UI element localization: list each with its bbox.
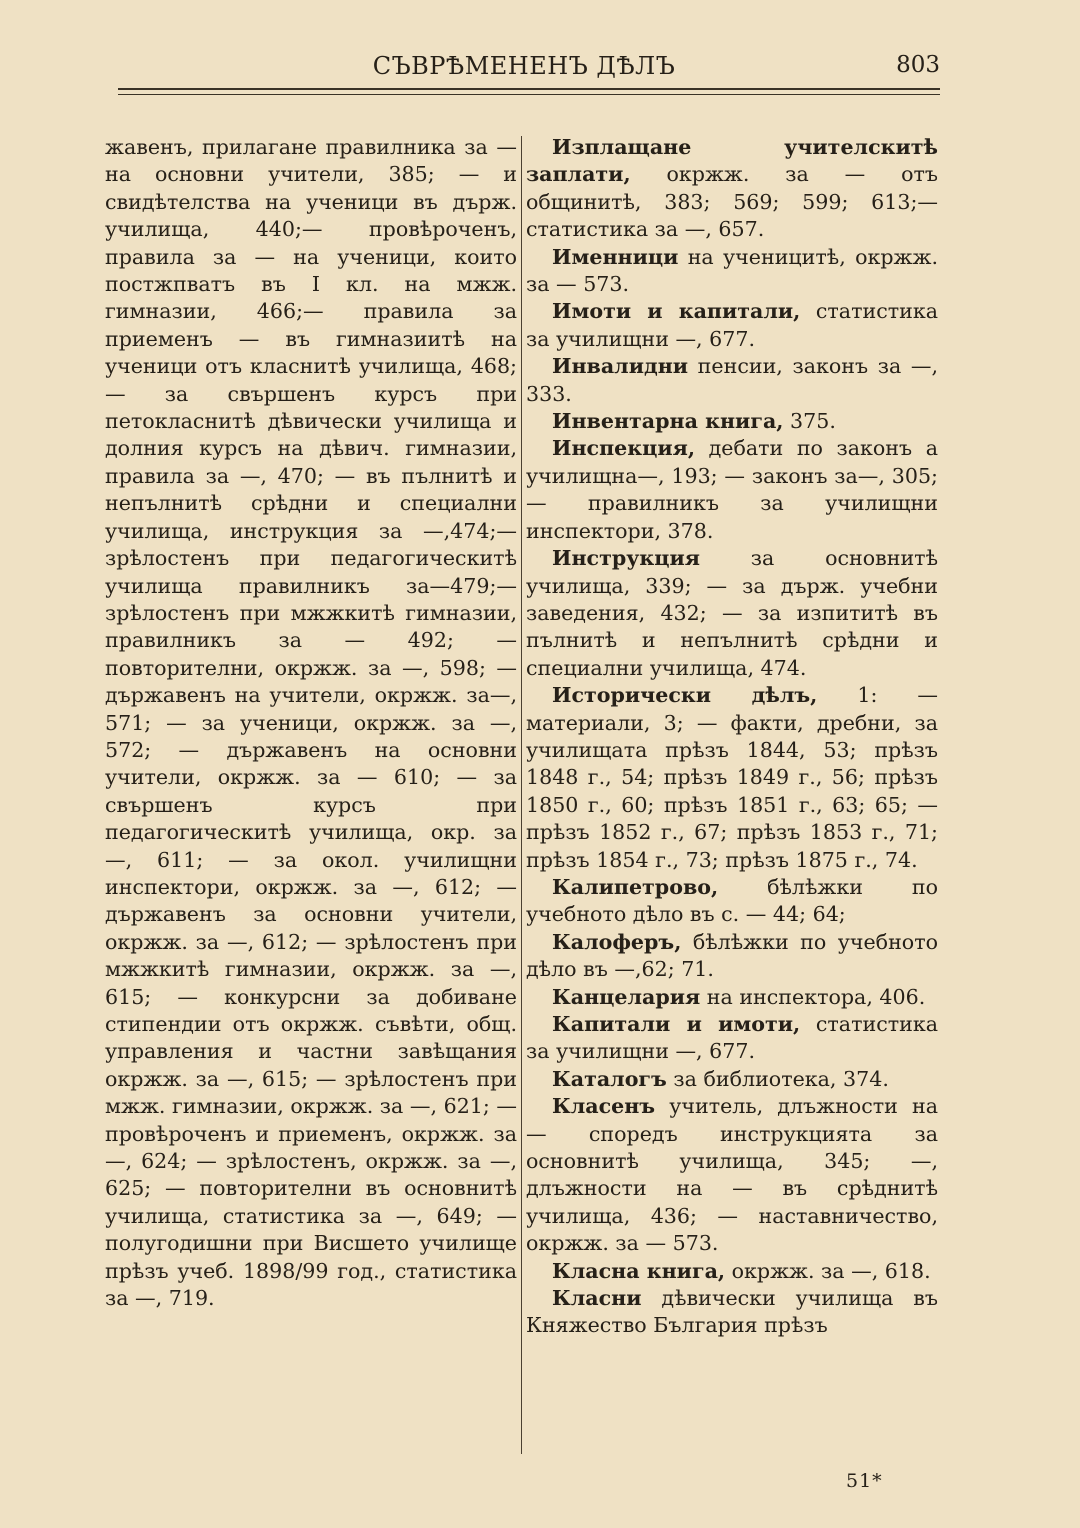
entry-term: Капитали и имоти, (552, 1012, 801, 1036)
entry-text: окржж. за —, 618. (725, 1258, 931, 1283)
entry-term: Класни (552, 1286, 642, 1311)
entry-text: бѣлѣжки по учебното дѣло въ —,62; 71. (526, 929, 938, 982)
column-divider (521, 136, 522, 1454)
entry-term: Каталогъ (552, 1066, 667, 1091)
index-entry (526, 408, 938, 435)
entry-text: дебати по законъ а училищна—, 193; — законъ за—, 305; — правилникъ за училищни инспектори, 378. (526, 436, 938, 543)
index-entry (526, 1258, 938, 1285)
entry-text: окржж. за — отъ общинитѣ, 383; 569; 599; 613;—статистика за —, 657. (526, 162, 938, 242)
left-column (105, 134, 517, 1312)
entry-text: на инспектора, 406. (700, 984, 926, 1009)
entry-term: Имоти и капитали, (552, 299, 801, 324)
entry-term: Инструкция (552, 546, 700, 571)
entry-term: Канцелария (552, 984, 701, 1009)
entry-term: Инвентарна книга, (552, 409, 784, 434)
entry-term: Класна книга, (552, 1258, 726, 1283)
entry-text: на ученицитѣ, окржж. за — 573. (526, 244, 938, 297)
right-column (526, 134, 938, 1340)
signature-mark: 51* (846, 1470, 883, 1492)
header-rule (118, 88, 940, 90)
entry-text: пенсии, законъ за —, 333. (526, 354, 938, 406)
entry-term: Калоферъ, (552, 929, 682, 954)
index-entry (526, 545, 938, 682)
index-entry (526, 984, 938, 1011)
index-entry (526, 1066, 938, 1093)
header-rule-thin (118, 94, 940, 95)
entry-text: 1: — материали, 3; — факти, дребни, за училищата прѣзъ 1844, 53; прѣзъ 1848 г., 54; прѣзъ 1849 г., 56; прѣзъ 1850 г., 60; прѣзъ 1851 г., 63; 65; — прѣзъ 1852 г., 67; прѣзъ 1853 г., 71; прѣзъ 1854 г., 73; прѣзъ 1875 г., 74. (526, 683, 938, 872)
index-entry (526, 1011, 938, 1066)
entry-text: статистика за училищни —, 677. (526, 299, 938, 351)
index-entry (526, 353, 938, 408)
index-entry (526, 1285, 938, 1340)
section-title: СЪВРѢМЕНЕНЪ ДѢЛЪ (372, 52, 676, 80)
entry-text: за основнитѣ училища, 339; — за държ. учебни заведения, 432; — за изпититѣ въ пълнитѣ и непълнитѣ срѣдни и специални училища, 474. (526, 546, 938, 680)
index-entry-continued: жавенъ, прилагане правилника за — на основни учители, 385; — и свидѣтелства на ученици въ държ. училища, 440;— провѣроченъ, правила за — на ученици, които постжпватъ въ I кл. на мжж. гимназии, 466;— правила за приеменъ — въ гимназиитѣ на ученици отъ класнитѣ училища, 468; — за свършенъ курсъ при петокласнитѣ дѣвически училища и долния курсъ на дѣвич. гимназии, правила за —, 470; — въ пълнитѣ и непълнитѣ срѣдни и специални училища, инструкция за —,474;—зрѣлостенъ при педагогическитѣ училища правилникъ за—479;—зрѣлостенъ при мжжкитѣ гимназии, правилникъ за — 492; — повторителни, окржж. за —, 598; — държавенъ на учители, окржж. за—, 571; — за ученици, окржж. за —, 572; — държавенъ на основни учители, окржж. за — 610; — за свършенъ курсъ при педагогическитѣ училища, окр. за —, 611; — за окол. училищни инспектори, окржж. за —, 612; — държавенъ за основни учители, окржж. за —, 612; — зрѣлостенъ при мжжкитѣ гимназии, окржж. за —, 615; — конкурсни за добиване стипендии отъ окржж. съвѣти, общ. управления и частни завѣщания окржж. за —, 615; — зрѣлостенъ при мжж. гимназии, окржж. за —, 621; — провѣроченъ и приеменъ, окржж. за —, 624; — зрѣлостенъ, окржж. за —, 625; — повторителни въ основнитѣ училища, статистика за —, 649; — полугодишни при Висшето училище прѣзъ учеб. 1898/99 год., статистика за —, 719. (105, 135, 517, 1311)
entry-term: Исторически дѣлъ, (552, 683, 818, 708)
index-entry (526, 134, 938, 244)
entry-text: за библиотека, 374. (666, 1066, 889, 1091)
entry-term: Класенъ (552, 1094, 656, 1119)
index-entry (526, 298, 938, 353)
index-entry (526, 244, 938, 299)
index-entry (526, 874, 938, 929)
entry-text: бѣлѣжки по учебното дѣло въ с. — 44; 64; (526, 874, 938, 927)
index-entry (526, 929, 938, 984)
entry-text: дѣвически училища въ Княжество България прѣзъ (526, 1286, 938, 1338)
entry-term: Инвалидни (552, 354, 689, 379)
entry-text: учитель, длъжности на — споредъ инструкцията за основнитѣ училища, 345; —, длъжности на — въ срѣднитѣ училища, 436; — наставничество, окржж. за — 573. (526, 1094, 938, 1256)
page-number: 803 (896, 52, 940, 78)
index-entry (526, 682, 938, 874)
index-entry (526, 1093, 938, 1257)
entry-term: Инспекция, (552, 436, 695, 461)
entry-term: Именници (552, 244, 679, 269)
index-entry (526, 435, 938, 545)
entry-term: Калипетрово, (552, 874, 719, 899)
entry-text: статистика за училищни —, 677. (526, 1012, 938, 1064)
running-header (108, 52, 940, 86)
entry-text: 375. (783, 409, 836, 434)
entry-term: Изплащане учителскитѣ заплати, (526, 135, 938, 187)
